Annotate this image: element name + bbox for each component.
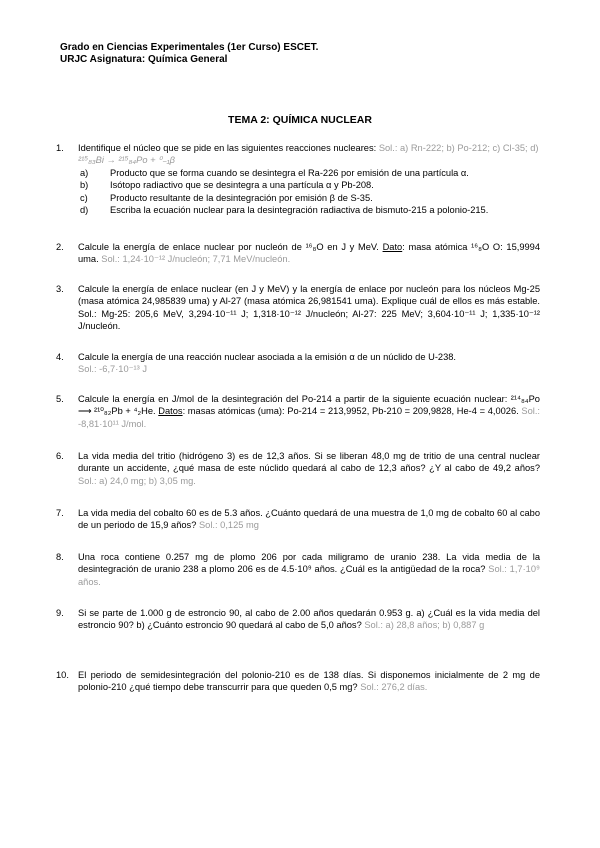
question-text: La vida media del tritio (hidrógeno 3) es de 12,3 años. Si se liberan 48,0 mg de tritio de una central nuclear durante un accidente, ¿qué masa de este núclido quedará al cabo de 12,3 años? ¿Y al cabo de 49,2 años? (78, 451, 540, 474)
question-10 (56, 669, 540, 694)
question-5: 5. Calcule la energía en J/mol de la desintegración del Po-214 a partir de la siguiente ecuación nuclear: ²¹⁴₈₄Po ⟶ ²¹⁰₈₂Pb + ⁴₂He. Datos: masas atómicas (uma): Po-214 = 213,9952, Pb-210 = 209,9828, He-4 = 4,0026. Sol.: -8,81·10¹¹ J/mol. (56, 394, 540, 429)
question-text: Calcule la energía en J/mol de la desintegración del Po-214 a partir de la siguiente ecuación nuclear: (78, 394, 508, 404)
solution-text: Sol.: 276,2 días. (360, 682, 428, 693)
solution-reaction: ²¹⁵₈₃Bi → ²¹⁵₈₄Po + ⁰₋₁β (78, 155, 175, 166)
page-title: TEMA 2: QUÍMICA NUCLEAR (228, 114, 372, 126)
list-item: c) Producto resultante de la desintegración por emisión β de S-35. (80, 192, 373, 203)
question-text: El periodo de semidesintegración del polonio-210 es de 138 días. Si disponemos inicialmente de 2 mg de polonio-210 ¿qué tiempo debe transcurrir para que queden 0,5 mg? (78, 670, 540, 693)
question-8 (56, 551, 540, 588)
question-9 (56, 607, 540, 632)
header-subject: URJC Asignatura: Química General (60, 54, 228, 65)
solution-text: Sol.: a) 24,0 mg; b) 3,05 mg. (78, 475, 196, 486)
list-item: a) Producto que se forma cuando se desintegra el Ra-226 por emisión de una partícula α. (80, 167, 469, 178)
question-text: Calcule la energía de enlace nuclear (en J y MeV) y la energía de enlace por nucleón para los núcleos Mg-25 (masa atómica 24,985839 uma) y Al-27 (masa atómica 26,981541 uma). Explique cuál de ellos es más estable. Sol.: Mg-25: 205,6 MeV, 3,294·10⁻¹¹ J; 1,318·10⁻¹² J/nucleón; Al-27: 225 MeV; 3,604·10⁻¹¹ J; 1,335·10⁻¹² J/nucleón. (78, 284, 540, 332)
question-number: 3. (56, 284, 64, 294)
solution-text: Sol.: 1,7·10⁹ años. (78, 564, 540, 587)
list-item: b) Isótopo radiactivo que se desintegra a una partícula α y Pb-208. (80, 180, 374, 191)
question-text: La vida media del cobalto 60 es de 5.3 años. ¿Cuánto quedará de una muestra de 1,0 mg de cobalto 60 al cabo de un periodo de 15,9 años? (78, 508, 540, 531)
question-number: 1. (56, 143, 64, 153)
question-number: 6. (56, 451, 64, 461)
question-3 (56, 283, 540, 333)
question-4 (56, 351, 540, 376)
solution-text: Sol.: a) Rn-222; b) Po-212; c) Cl-35; d) (378, 143, 539, 153)
question-2: 2. Calcule la energía de enlace nuclear por nucleón de ¹⁶₈O en J y MeV. Dato: masa atómica ¹⁶₈O O: 15,9994 uma. Sol.: 1,24·10⁻¹² J/nucleón; 7,71 MeV/nucleón. (56, 242, 541, 265)
question-number: 2. (56, 242, 64, 252)
nuclide-symbol: ¹⁶₈O (471, 242, 490, 252)
question-1 (56, 142, 540, 216)
question-text: Una roca contiene 0.257 mg de plomo 206 por cada miligramo de uranio 238. La vida media de la desintegración de uranio 238 a plomo 206 es de 4.5·10⁹ años. ¿Cuál es la antigüedad de la roca? (78, 552, 540, 575)
question-number: 4. (56, 352, 64, 362)
question-6 (56, 450, 540, 487)
question-number: 10. (56, 670, 69, 680)
header-course: Grado en Ciencias Experimentales (1er Curso) ESCET. (60, 42, 319, 53)
solution-text: Sol.: -6,7·10⁻¹³ J (78, 364, 147, 375)
list-item: d) Escriba la ecuación nuclear para la desintegración radiactiva de bismuto-215 a polonio-215. (80, 205, 489, 216)
solution-text: Sol.: 0,125 mg (198, 520, 259, 531)
question-text: Identifique el núcleo que se pide en las siguientes reacciones nucleares: (78, 143, 377, 153)
question-number: 7. (56, 508, 64, 518)
solution-text: Sol.: -8,81·10¹¹ J/mol. (78, 406, 540, 429)
question-number: 8. (56, 552, 64, 562)
question-number: 9. (56, 608, 64, 618)
question-text: Si se parte de 1.000 g de estroncio 90, al cabo de 2.00 años quedarán 0.953 g. a) ¿Cuál es la vida media del estroncio 90? b) ¿Cuánto estroncio 90 quedará al cabo de 5,0 años? (78, 608, 540, 631)
solution-text: Sol.: 1,24·10⁻¹² J/nucleón; 7,71 MeV/nucleón. (101, 254, 291, 265)
datos-label: Datos (158, 406, 183, 417)
nuclear-reaction: ²¹⁴₈₄Po ⟶ ²¹⁰₈₂Pb + ⁴₂He. (78, 394, 540, 417)
question-number: 5. (56, 394, 64, 404)
question-7 (56, 507, 540, 532)
solution-text: Sol.: a) 28,8 años; b) 0,887 g (364, 620, 485, 631)
nuclide-symbol: ¹⁶₈O (305, 242, 324, 252)
question-text: Calcule la energía de una reacción nuclear asociada a la emisión α de un núclido de U-238. (78, 352, 457, 362)
dato-label: Dato (382, 242, 403, 252)
